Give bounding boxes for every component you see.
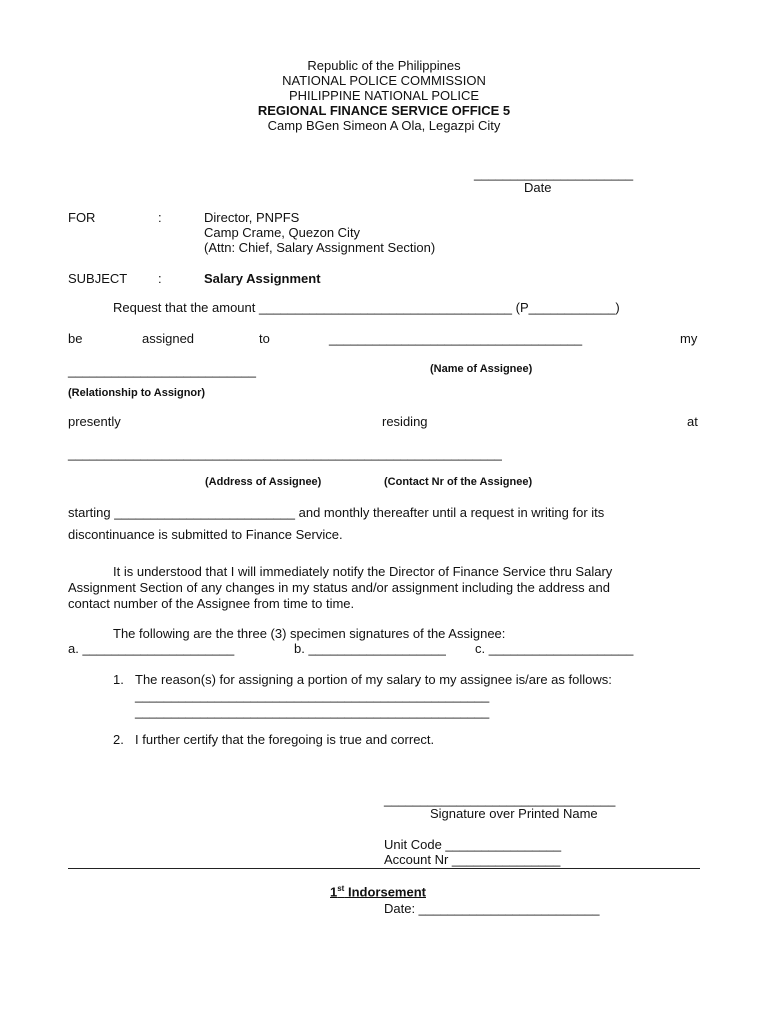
relationship-blank: __________________________: [68, 363, 256, 378]
indorsement-number: 1: [330, 884, 338, 900]
specimen-c: c. ____________________: [475, 641, 634, 656]
signature-blank: ________________________________: [384, 792, 616, 807]
address-caption: (Address of Assignee): [205, 476, 322, 488]
list-item1-blank2: _________________________________________________: [135, 704, 490, 719]
subject-colon: :: [158, 271, 162, 286]
specimen-intro: The following are the three (3) specimen signatures of the Assignee:: [113, 626, 506, 641]
indorsement-ordinal: st: [337, 884, 345, 893]
header-republic: Republic of the Philippines: [307, 58, 461, 73]
assignee-name-blank: ___________________________________: [329, 331, 583, 346]
list-item2-text: I further certify that the foregoing is true and correct.: [135, 732, 435, 747]
relationship-caption: (Relationship to Assignor): [68, 387, 206, 399]
word-at: at: [687, 414, 698, 429]
word-my: my: [680, 331, 698, 346]
for-line3: (Attn: Chief, Salary Assignment Section): [204, 240, 436, 255]
indorsement-date: Date: _________________________: [384, 901, 600, 916]
list-item1-blank1: _________________________________________________: [135, 688, 490, 703]
header-napolcom: NATIONAL POLICE COMMISSION: [282, 73, 486, 88]
for-colon: :: [158, 210, 162, 225]
indorsement-title: [330, 884, 426, 899]
word-presently: presently: [68, 414, 121, 429]
name-caption: (Name of Assignee): [430, 363, 533, 375]
specimen-a: a. _____________________: [68, 641, 235, 656]
list-item1-number: 1.: [113, 672, 124, 687]
specimen-b: b. ___________________: [294, 641, 446, 656]
request-amount-line: Request that the amount ___________________________________ (P____________): [113, 300, 620, 315]
header-office: REGIONAL FINANCE SERVICE OFFICE 5: [257, 103, 511, 118]
header-address: Camp BGen Simeon A Ola, Legazpi City: [267, 118, 501, 133]
word-be: be: [68, 331, 83, 346]
understood-line2: Assignment Section of any changes in my status and/or assignment including the address and: [68, 580, 610, 595]
understood-line1: It is understood that I will immediately notify the Director of Finance Service thru Salary: [113, 564, 613, 579]
starting-line: starting _________________________ and monthly thereafter until a request in writing for its: [68, 505, 605, 520]
word-assigned: assigned: [142, 331, 195, 346]
list-item1-text: The reason(s) for assigning a portion of my salary to my assignee is/are as follows:: [135, 672, 612, 687]
subject-label: SUBJECT: [68, 271, 128, 286]
word-residing: residing: [382, 414, 428, 429]
address-blank: ____________________________________________________________: [68, 446, 502, 461]
date-blank: ______________________: [474, 166, 634, 181]
for-line1: Director, PNPFS: [204, 210, 300, 225]
signature-label: Signature over Printed Name: [430, 806, 598, 821]
indorsement-word: Indorsement: [344, 884, 426, 900]
word-to: to: [259, 331, 270, 346]
for-line2: Camp Crame, Quezon City: [204, 225, 361, 240]
discontinuance-line: discontinuance is submitted to Finance Service.: [68, 527, 343, 542]
unit-code-field: Unit Code ________________: [384, 837, 562, 852]
header-pnp: PHILIPPINE NATIONAL POLICE: [289, 88, 479, 103]
subject-value: Salary Assignment: [204, 271, 321, 286]
contact-caption: (Contact Nr of the Assignee): [384, 476, 533, 488]
for-label: FOR: [68, 210, 96, 225]
section-divider: [68, 868, 700, 869]
account-nr-field: Account Nr _______________: [384, 852, 561, 867]
understood-line3: contact number of the Assignee from time to time.: [68, 596, 355, 611]
list-item2-number: 2.: [113, 732, 124, 747]
date-label: Date: [524, 180, 552, 195]
